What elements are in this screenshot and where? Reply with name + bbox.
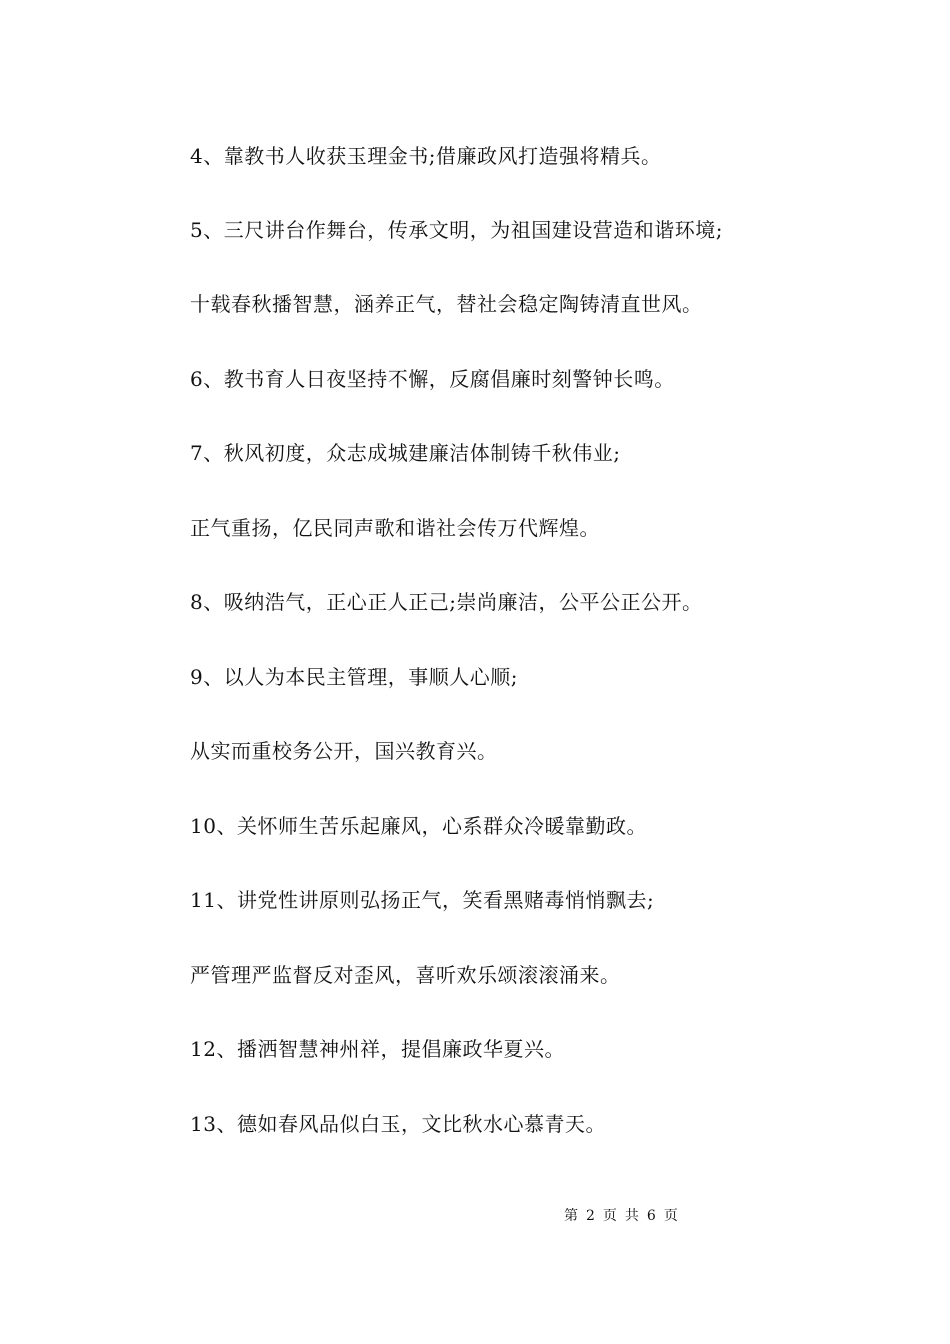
text-line: 6、教书育人日夜坚持不懈，反腐倡廉时刻警钟长鸣。 (190, 367, 675, 391)
text-line: 9、以人为本民主管理，事顺人心顺; (190, 665, 518, 689)
footer-total-word: 共 (624, 1208, 639, 1224)
text-line: 8、吸纳浩气，正心正人正己;崇尚廉洁，公平公正公开。 (190, 590, 703, 614)
text-line: 5、三尺讲台作舞台，传承文明，为祖国建设营造和谐环境; (190, 218, 723, 242)
text-line: 7、秋风初度，众志成城建廉洁体制铸千秋伟业; (190, 441, 621, 465)
text-line: 正气重扬，亿民同声歌和谐社会传万代辉煌。 (190, 516, 600, 540)
footer-prefix: 第 (564, 1208, 578, 1224)
text-line: 11、讲党性讲原则弘扬正气，笑看黑赌毒悄悄飘去; (190, 888, 655, 912)
footer-total-pages: 6 (646, 1208, 656, 1224)
footer-page-word: 页 (602, 1208, 617, 1224)
footer-current-page: 2 (586, 1208, 595, 1224)
text-line: 十载春秋播智慧，涵养正气，替社会稳定陶铸清直世风。 (190, 292, 703, 316)
text-line: 4、靠教书人收获玉理金书;借廉政风打造强将精兵。 (190, 144, 662, 168)
footer-suffix: 页 (663, 1208, 678, 1224)
text-line: 从实而重校务公开，国兴教育兴。 (190, 739, 498, 763)
page-number (564, 1207, 678, 1225)
text-line: 13、德如春风品似白玉，文比秋水心慕青天。 (190, 1112, 606, 1136)
text-line: 严管理严监督反对歪风，喜听欢乐颂滚滚涌来。 (190, 963, 621, 987)
text-line: 12、播洒智慧神州祥，提倡廉政华夏兴。 (190, 1037, 565, 1061)
text-line: 10、关怀师生苦乐起廉风，心系群众冷暖靠勤政。 (190, 814, 647, 838)
